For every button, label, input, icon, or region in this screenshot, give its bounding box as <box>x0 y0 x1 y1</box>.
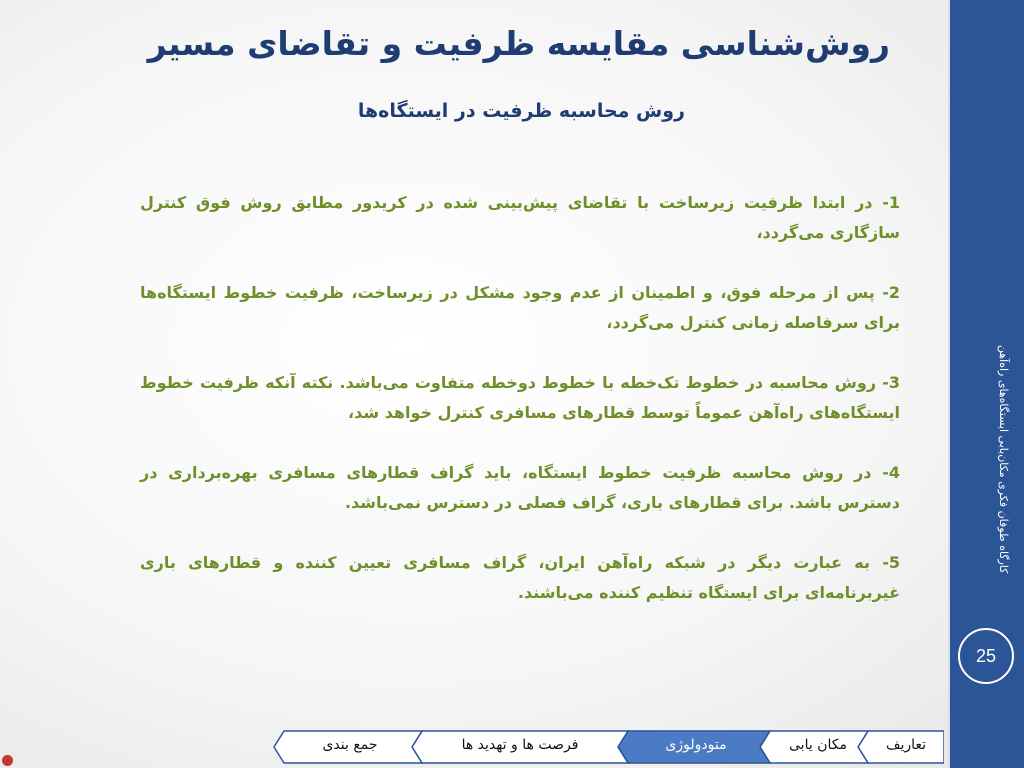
slide-body <box>140 188 900 638</box>
paragraph-4: 4- در روش محاسبه ظرفیت خطوط ایستگاه، باید گراف قطارهای مسافری بهره‌برداری در دسترس باشد. برای قطارهای باری، گراف فصلی در دسترس نمی‌باشد. <box>140 463 900 512</box>
sidebar-caption: کارگاه طوفان فکری مکان‌یابی ایستگاه‌های راه‌آهن <box>997 345 1010 574</box>
nav-tab-location[interactable]: مکان یابی <box>789 737 847 753</box>
slide-subtitle: روش محاسبه ظرفیت در ایستگاه‌ها <box>357 100 685 122</box>
nav-tab-methodology[interactable]: متودولوژی <box>665 737 727 753</box>
paragraph-2: 2- پس از مرحله فوق، و اطمینان از عدم وجود مشکل در زیرساخت، ظرفیت خطوط ایستگاه‌ها برای سرفاصله زمانی کنترل می‌گردد، <box>140 283 900 332</box>
page-number: 25 <box>958 628 1014 684</box>
slide-title: روش‌شناسی مقایسه ظرفیت و تقاضای مسیر <box>147 24 890 63</box>
section-navigation <box>270 729 944 765</box>
paragraph-1: 1- در ابتدا ظرفیت زیرساخت با تقاضای پیش‌بینی شده در کریدور مطابق روش فوق کنترل سازگاری می‌گردد، <box>140 193 900 242</box>
nav-tab-definitions[interactable]: تعاریف <box>885 737 927 753</box>
paragraph-3: 3- روش محاسبه در خطوط تک‌خطه با خطوط دوخطه متفاوت می‌باشد. نکته آنکه ظرفیت خطوط ایستگاه‌های راه‌آهن عموماً توسط قطارهای مسافری کنترل خواهد شد، <box>140 373 900 422</box>
paragraph-5: 5- به عبارت دیگر در شبکه راه‌آهن ایران، گراف مسافری تعیین کننده و قطارهای باری غیربرنامه‌ای برای ایستگاه تنظیم کننده می‌باشند. <box>140 553 900 602</box>
status-dot-icon <box>2 755 13 766</box>
nav-tab-summary[interactable]: جمع بندی <box>322 737 378 753</box>
nav-tab-opportunities-threats[interactable]: فرصت ها و تهدید ها <box>461 737 579 753</box>
